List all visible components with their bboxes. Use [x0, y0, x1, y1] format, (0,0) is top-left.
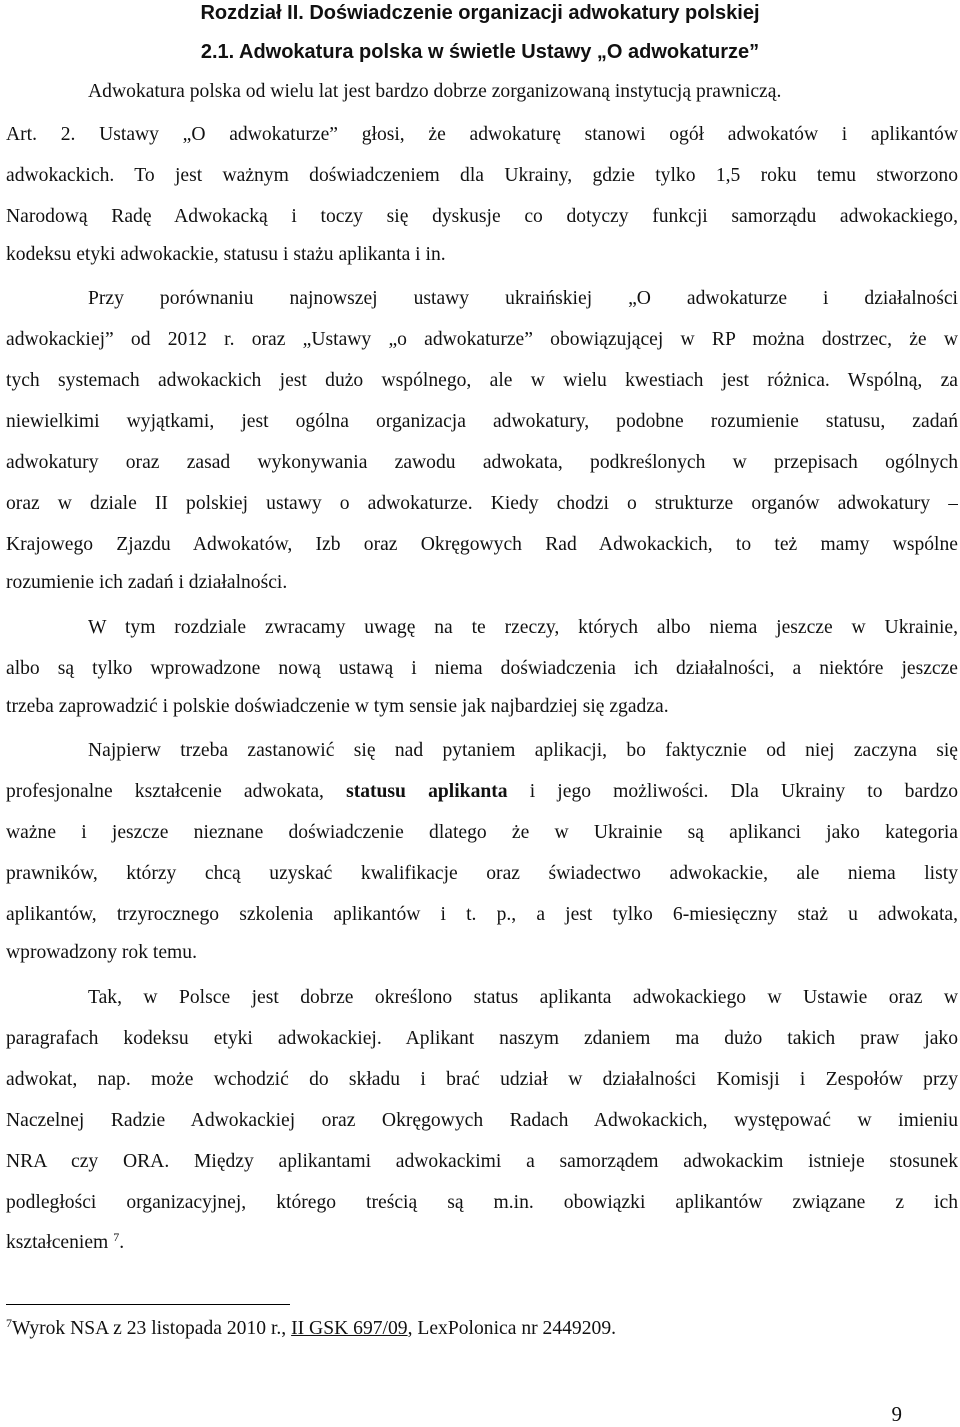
- paragraph-line: NRA czy ORA. Między aplikantami adwokackimi a samorządem adwokackim istnieje stosunek: [6, 1151, 958, 1172]
- case-reference-link[interactable]: II GSK 697/09: [291, 1318, 408, 1339]
- paragraph-line: Art. 2. Ustawy „O adwokaturze” głosi, że adwokaturę stanowi ogół adwokatów i aplikantów: [6, 124, 958, 145]
- page-number: 9: [891, 1402, 902, 1426]
- paragraph-line: albo są tylko wprowadzone nową ustawą i niema doświadczenia ich działalności, a niektóre jeszcze: [6, 658, 958, 679]
- paragraph-line: rozumienie ich zadań i działalności.: [6, 572, 288, 593]
- paragraph-line: prawników, którzy chcą uzyskać kwalifikacje oraz świadectwo adwokackie, ale niema listy: [6, 863, 958, 884]
- paragraph-line: kształceniem $^7$.: [6, 1230, 125, 1253]
- paragraph-line: wprowadzony rok temu.: [6, 942, 197, 963]
- paragraph-line: profesjonalne kształcenie adwokata, statusu aplikanta i jego możliwości. Dla Ukrainy to bardzo: [6, 781, 958, 802]
- paragraph-line: niewielkimi wyjątkami, jest ogólna organizacja adwokatury, podobne rozumienie statusu, zadań: [6, 411, 958, 432]
- paragraph-line: Przy porównaniu najnowszej ustawy ukraińskiej „O adwokaturze i działalności: [88, 288, 958, 309]
- paragraph-line: trzeba zaprowadzić i polskie doświadczenie w tym sensie jak najbardziej się zgadza.: [6, 696, 669, 717]
- paragraph-line: adwokat, nap. może wchodzić do składu i brać udział w działalności Komisji i Zespołów przy: [6, 1069, 958, 1090]
- paragraph-line: Najpierw trzeba zastanowić się nad pytaniem aplikacji, bo faktycznie od niej zaczyna się: [88, 740, 958, 761]
- paragraph-line: Naczelnej Radzie Adwokackiej oraz Okręgowych Radach Adwokackich, występować w imieniu: [6, 1110, 958, 1131]
- paragraph-line: paragrafach kodeksu etyki adwokackiej. Aplikant naszym zdaniem ma dużo takich praw jako: [6, 1028, 958, 1049]
- paragraph-line: Tak, w Polsce jest dobrze określono status aplikanta adwokackiego w Ustawie oraz w: [88, 987, 958, 1008]
- chapter-heading: Rozdział II. Doświadczenie organizacji adwokatury polskiej: [200, 2, 760, 24]
- paragraph-line: Krajowego Zjazdu Adwokatów, Izb oraz Okręgowych Rad Adwokackich, to też mamy wspólne: [6, 534, 958, 555]
- paragraph-line: Narodową Radę Adwokacką i toczy się dyskusje co dotyczy funkcji samorządu adwokackiego,: [6, 206, 958, 227]
- footnote-mark: 7: [6, 1316, 12, 1330]
- paragraph-line: adwokackich. To jest ważnym doświadczeniem dla Ukrainy, gdzie tylko 1,5 roku temu stworzono: [6, 165, 958, 186]
- paragraph-line: aplikantów, trzyrocznego szkolenia aplikantów i t. p., a jest tylko 6-miesięczny staż u adwokata,: [6, 904, 958, 925]
- paragraph-line: Adwokatura polska od wielu lat jest bardzo dobrze zorganizowaną instytucją prawniczą.: [88, 81, 782, 102]
- paragraph-line: adwokackiej” od 2012 r. oraz „Ustawy „o adwokaturze” obowiązującej w RP można dostrzec, że w: [6, 329, 958, 350]
- footnote: $^7$Wyrok NSA z 23 listopada 2010 r., II GSK 697/09, LexPolonica nr 2449209.: [6, 1316, 617, 1339]
- paragraph-line: podległości organizacyjnej, którego treścią są m.in. obowiązki aplikantów związane z ich: [6, 1192, 958, 1213]
- bold-term: statusu aplikanta: [346, 781, 508, 802]
- paragraph-line: ważne i jeszcze nieznane doświadczenie dlatego że w Ukrainie są aplikanci jako kategoria: [6, 822, 958, 843]
- paragraph-line: adwokatury oraz zasad wykonywania zawodu adwokata, podkreślonych w przepisach ogólnych: [6, 452, 958, 473]
- section-heading: 2.1. Adwokatura polska w świetle Ustawy „O adwokaturze”: [200, 41, 760, 63]
- footnote-separator: [6, 1304, 290, 1305]
- paragraph-line: oraz w dziale II polskiej ustawy o adwokaturze. Kiedy chodzi o strukturze organów adwokatury –: [6, 493, 958, 514]
- footnote-reference: 7: [113, 1230, 120, 1244]
- paragraph-line: kodeksu etyki adwokackie, statusu i stażu aplikanta i in.: [6, 244, 446, 265]
- paragraph-line: tych systemach adwokackich jest dużo wspólnego, ale w wielu kwestiach jest różnica. Wspólną, za: [6, 370, 958, 391]
- paragraph-line: W tym rozdziale zwracamy uwagę na te rzeczy, których albo niema jeszcze w Ukrainie,: [88, 617, 958, 638]
